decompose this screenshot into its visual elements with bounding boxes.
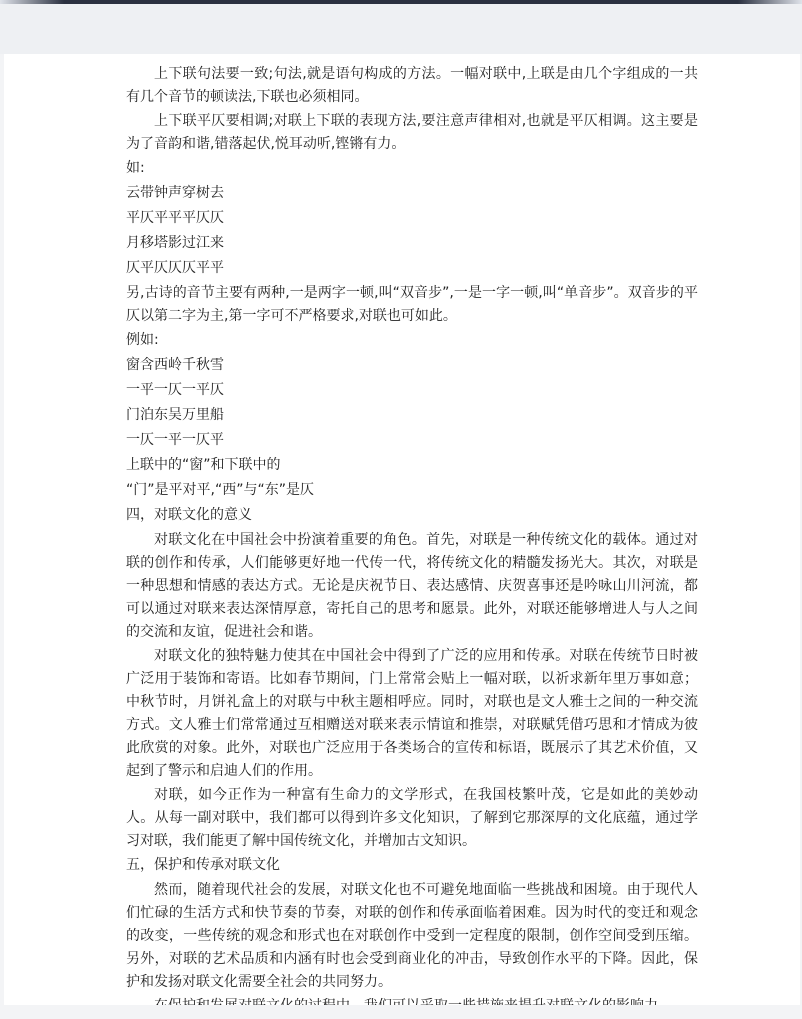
toolbar-area xyxy=(0,4,802,54)
section-heading: 四，对联文化的意义 xyxy=(126,507,252,523)
couplet-line: 月移塔影过江来 xyxy=(126,235,224,251)
paragraph-syntax: 上下联句法要一致;句法,就是语句构成的方法。一幅对联中,上联是由几个字组成的一共有几个音节的顿读法,下联也必须相同。 xyxy=(126,66,698,105)
paragraph-tone: 上下联平仄要相调;对联上下联的表现方法,要注意声律相对,也就是平仄相调。这主要是为了音韵和谐,错落起伏,悦耳动听,铿锵有力。 xyxy=(126,113,698,152)
tone-pattern-line: 一仄一平一仄平 xyxy=(126,432,224,448)
paragraph-meaning: 对联文化在中国社会中扮演着重要的角色。首先，对联是一种传统文化的载体。通过对联的创作和传承，人们能够更好地一代传一代，将传统文化的精髓发扬光大。其次，对联是一种思想和情感的表达方式。无论是庆祝节日、表达感情、庆贺喜事还是吟咏山川河流，都可以通过对联来表达深情厚意，寄托自己的思考和愿景。此外，对联还能够增进人与人之间的交流和友谊，促进社会和谐。 xyxy=(126,532,698,640)
paragraph-rhythm: 另,古诗的音节主要有两种,一是两字一顿,叫“双音步”,一是一字一顿,叫“单音步”。双音步的平仄以第二字为主,第一字可不严格要求,对联也可如此。 xyxy=(126,285,698,324)
document-page xyxy=(4,54,800,1005)
explanation-line: “门”是平对平,“西”与“东”是仄 xyxy=(126,482,314,498)
couplet-line: 门泊东吴万里船 xyxy=(126,407,224,423)
example-intro: 例如: xyxy=(126,332,159,348)
paragraph-application: 对联文化的独特魅力使其在中国社会中得到了广泛的应用和传承。对联在传统节日时被广泛用于装饰和寄语。比如春节期间，门上常常会贴上一幅对联，以祈求新年里万事如意；中秋节时，月饼礼盒上的对联与中秋主题相呼应。同时，对联也是文人雅士之间的一种交流方式。文人雅士们常常通过互相赠送对联来表示情谊和推崇，对联赋凭借巧思和才情成为彼此欣赏的对象。此外，对联也广泛应用于各类场合的宣传和标语，既展示了其艺术价值，又起到了警示和启迪人们的作用。 xyxy=(126,648,698,779)
explanation-line: 上联中的“窗”和下联中的 xyxy=(126,457,281,473)
paragraph-vitality: 对联，如今正作为一种富有生命力的文学形式，在我国枝繁叶茂，它是如此的美妙动人。从每一副对联中，我们都可以得到许多文化知识，了解到它那深厚的文化底蕴，通过学习对联，我们能更了解中国传统文化，并增加古文知识。 xyxy=(126,787,698,849)
document-body xyxy=(126,63,698,1019)
tone-pattern-line: 仄平仄仄仄平平 xyxy=(126,260,224,276)
couplet-line: 窗含西岭千秋雪 xyxy=(126,357,224,373)
tone-pattern-line: 平仄平平平仄仄 xyxy=(126,210,224,226)
tone-pattern-line: 一平一仄一平仄 xyxy=(126,382,224,398)
paragraph-challenges: 然而，随着现代社会的发展，对联文化也不可避免地面临一些挑战和困境。由于现代人们忙碌的生活方式和快节奏的节奏，对联的创作和传承面临着困难。因为时代的变迁和观念的改变，一些传统的观念和形式也在对联创作中受到一定程度的限制，创作空间受到压缩。另外，对联的艺术品质和内涵有时也会受到商业化的冲击，导致创作水平的下降。因此，保护和发扬对联文化需要全社会的共同努力。 xyxy=(126,882,698,990)
couplet-line: 云带钟声穿树去 xyxy=(126,185,224,201)
page-footer-gap xyxy=(0,1005,802,1019)
example-intro: 如: xyxy=(126,160,145,176)
section-heading: 五，保护和传承对联文化 xyxy=(126,857,280,873)
